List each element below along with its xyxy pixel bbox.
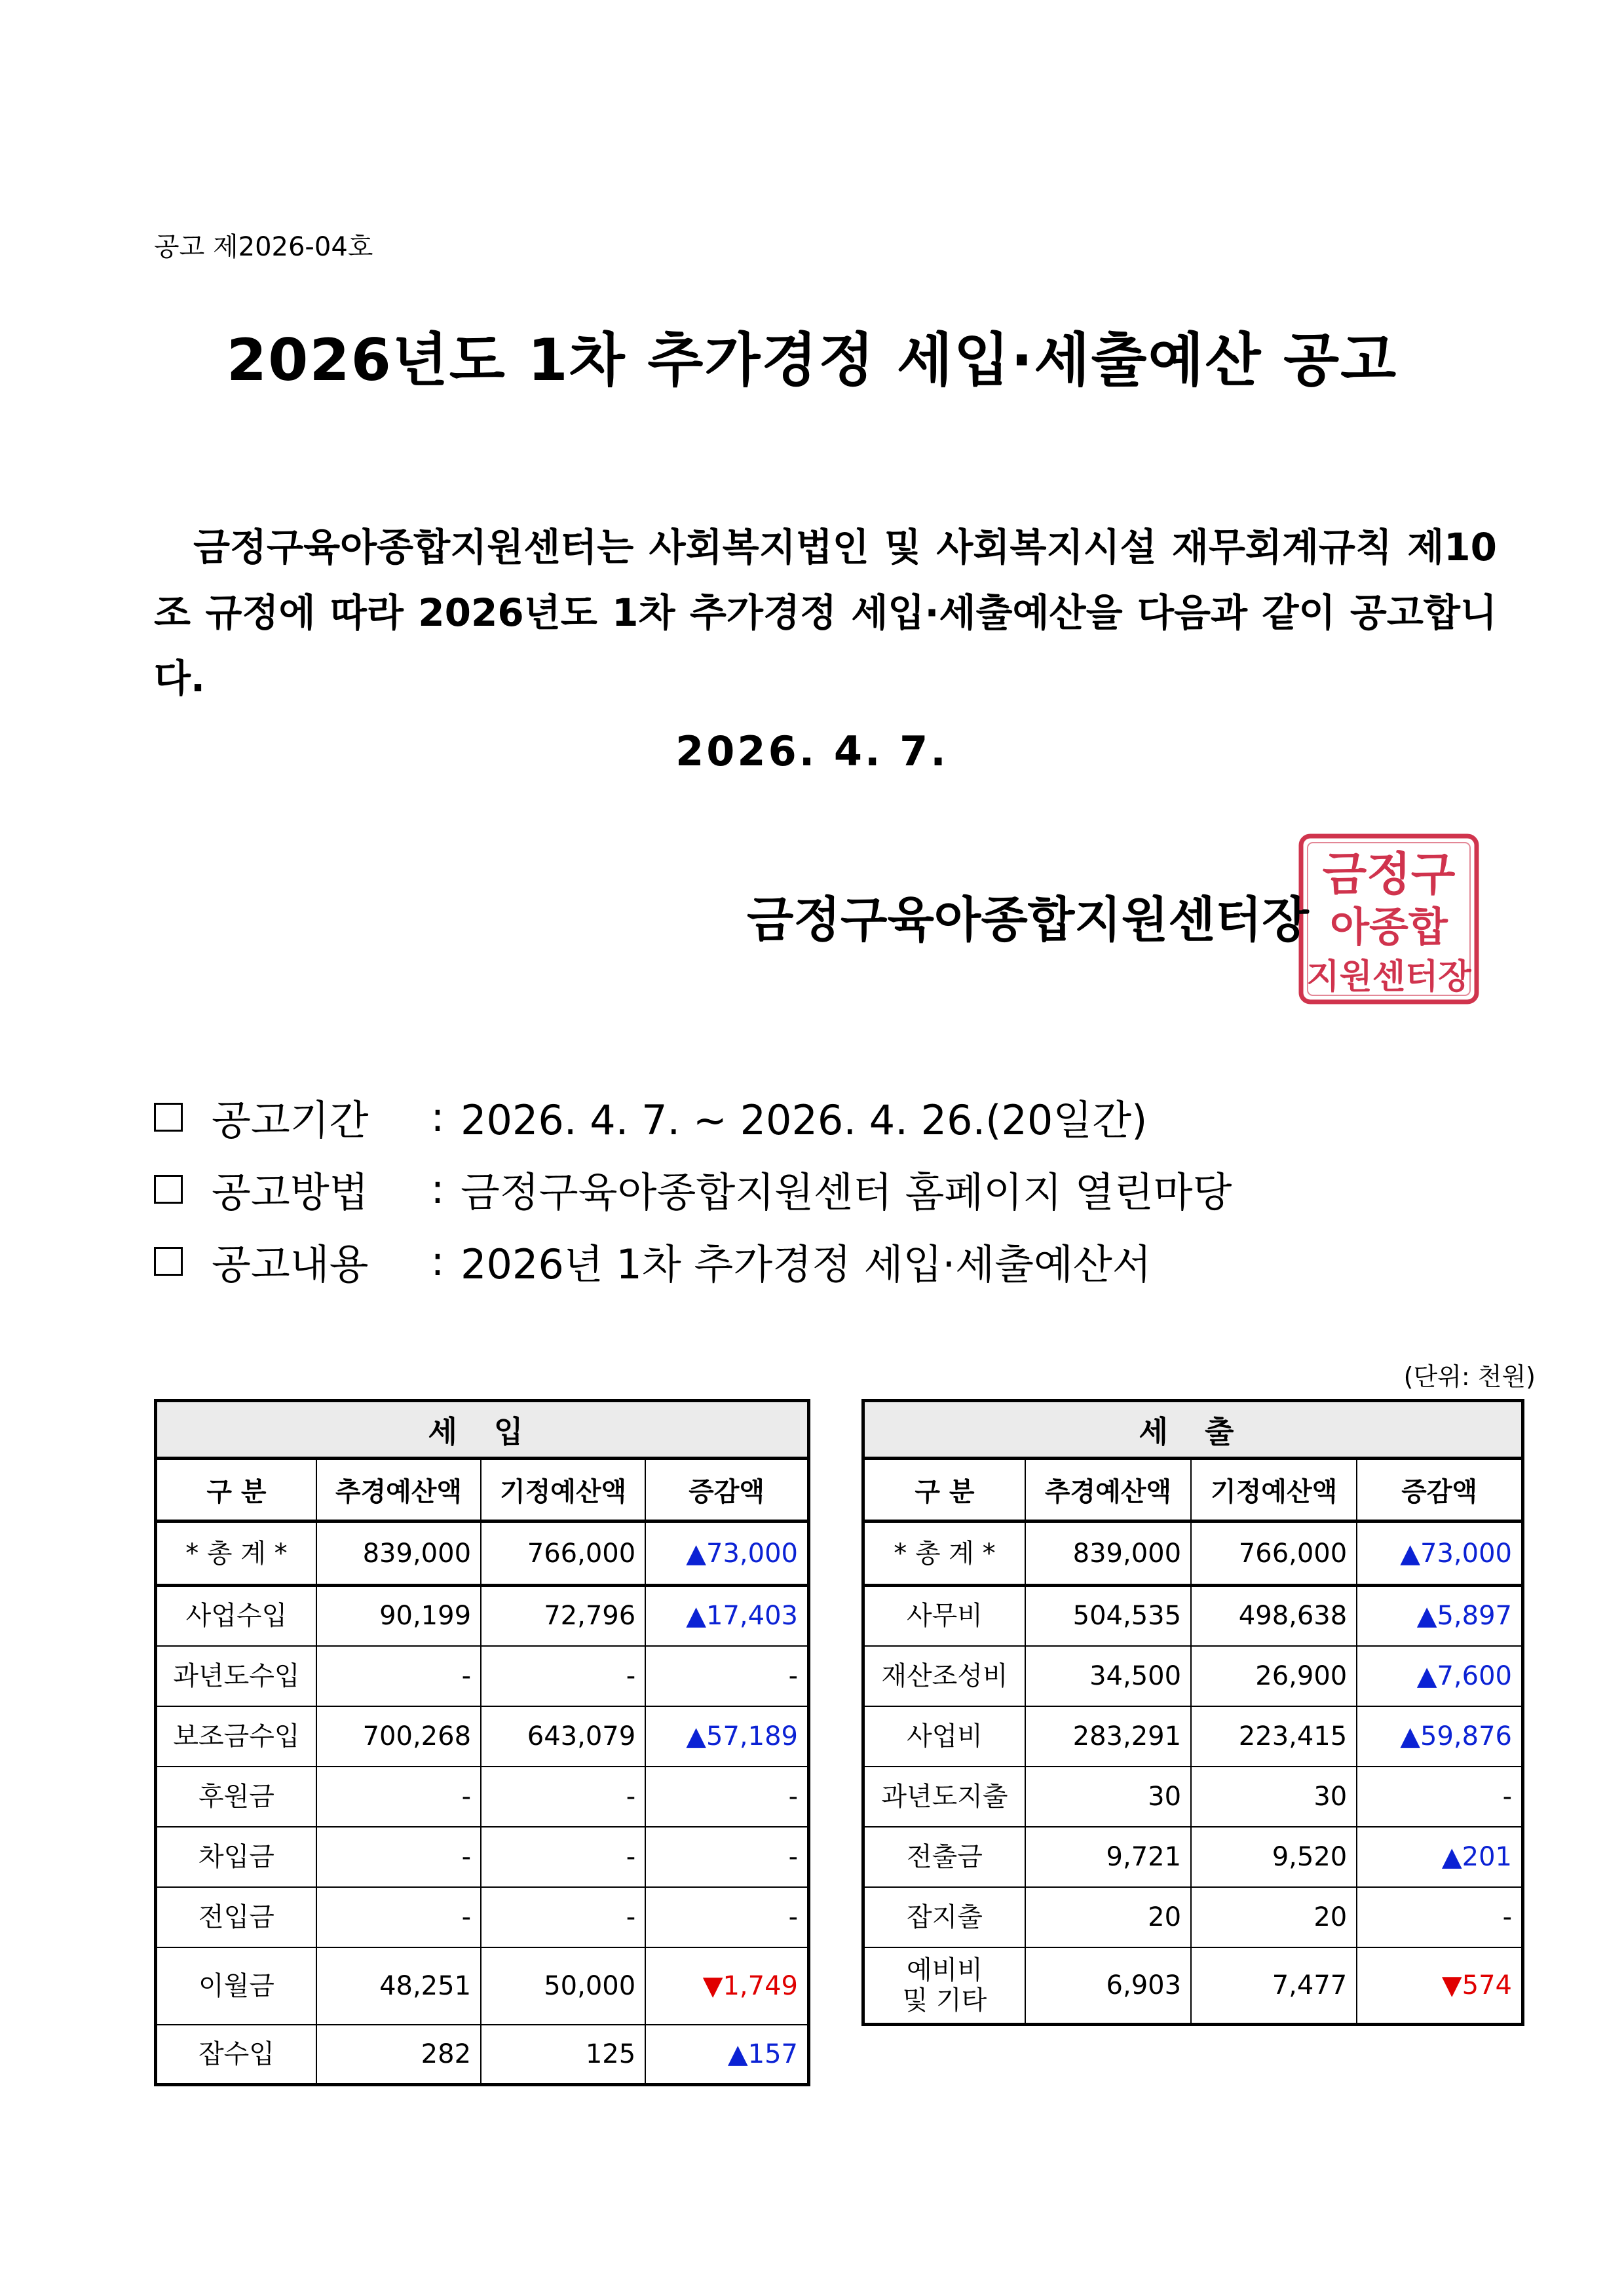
category-cell: 잡지출 — [863, 1887, 1025, 1947]
unit-label: (단위: 천원) — [1403, 1362, 1536, 1391]
table-title: 세 출 — [863, 1401, 1523, 1459]
table-row — [156, 1767, 809, 1827]
table-row — [863, 1646, 1523, 1706]
info-colon: : — [430, 1165, 445, 1213]
table-row — [156, 1827, 809, 1887]
difference-cell: ▼1,749 — [645, 1947, 808, 2025]
table-row — [863, 1767, 1523, 1827]
supplementary-budget-cell: 6,903 — [1025, 1947, 1191, 2025]
supplementary-budget-cell: 48,251 — [316, 1947, 481, 2025]
notice-number: 공고 제2026-04호 — [154, 232, 373, 262]
info-line-method — [154, 1160, 1232, 1218]
table-row — [156, 2025, 809, 2085]
category-cell: * 총 계 * — [156, 1521, 316, 1586]
original-budget-cell: 498,638 — [1191, 1586, 1357, 1646]
table-row — [156, 1706, 809, 1767]
supplementary-budget-cell: 283,291 — [1025, 1706, 1191, 1767]
supplementary-budget-cell: 504,535 — [1025, 1586, 1191, 1646]
difference-cell: ▲157 — [645, 2025, 808, 2085]
original-budget-cell: 125 — [481, 2025, 645, 2085]
info-label: 공고내용 — [212, 1240, 369, 1288]
category-cell: 사업비 — [863, 1706, 1025, 1767]
original-budget-cell: - — [481, 1767, 645, 1827]
table-row — [156, 1586, 809, 1646]
supplementary-budget-cell: - — [316, 1827, 481, 1887]
column-header: 증감액 — [1357, 1459, 1522, 1521]
info-value: 2026년 1차 추가경정 세입·세출예산서 — [461, 1240, 1152, 1288]
difference-cell: - — [645, 1767, 808, 1827]
difference-cell: - — [645, 1887, 808, 1947]
original-budget-cell: 72,796 — [481, 1586, 645, 1646]
info-colon: : — [430, 1093, 445, 1141]
supplementary-budget-cell: 839,000 — [1025, 1521, 1191, 1586]
svg-text:아종합: 아종합 — [1330, 903, 1448, 951]
category-cell: 과년도수입 — [156, 1646, 316, 1706]
svg-text:금정구: 금정구 — [1322, 847, 1456, 901]
supplementary-budget-cell: 9,721 — [1025, 1827, 1191, 1887]
checkbox-square-icon — [154, 1175, 183, 1204]
info-label: 공고방법 — [212, 1168, 369, 1216]
difference-cell: - — [1357, 1767, 1522, 1827]
notice-body-sentence: 금정구육아종합지원센터는 사회복지법인 및 사회복지시설 재무회계규칙 제10조 규정에 따라 2026년도 1차 추가경정 세입·세출예산을 다음과 같이 공고합니다. — [154, 525, 1497, 700]
column-header-row — [156, 1459, 809, 1521]
category-cell: * 총 계 * — [863, 1521, 1025, 1586]
category-cell: 사업수입 — [156, 1586, 316, 1646]
difference-cell: ▲201 — [1357, 1827, 1522, 1887]
column-header: 구 분 — [156, 1459, 316, 1521]
table-row — [156, 1887, 809, 1947]
supplementary-budget-cell: 282 — [316, 2025, 481, 2085]
category-cell: 과년도지출 — [863, 1767, 1025, 1827]
difference-cell: - — [1357, 1887, 1522, 1947]
table-row — [863, 1706, 1523, 1767]
column-header: 추경예산액 — [1025, 1459, 1191, 1521]
difference-cell: ▼574 — [1357, 1947, 1522, 2025]
info-label: 공고기간 — [212, 1096, 369, 1144]
revenue-table-body — [156, 1401, 809, 2085]
supplementary-budget-cell: 34,500 — [1025, 1646, 1191, 1706]
table-row — [156, 1646, 809, 1706]
difference-cell: ▲73,000 — [645, 1521, 808, 1586]
difference-cell: ▲7,600 — [1357, 1646, 1522, 1706]
info-colon: : — [430, 1237, 445, 1285]
info-line-content — [154, 1232, 1152, 1290]
column-header: 기정예산액 — [1191, 1459, 1357, 1521]
original-budget-cell: - — [481, 1646, 645, 1706]
original-budget-cell: 30 — [1191, 1767, 1357, 1827]
checkbox-square-icon — [154, 1247, 183, 1276]
original-budget-cell: 766,000 — [1191, 1521, 1357, 1586]
checkbox-square-icon — [154, 1103, 183, 1132]
column-header-row — [863, 1459, 1523, 1521]
table-row — [863, 1947, 1523, 2025]
signer-name: 금정구육아종합지원센터장 — [747, 892, 1309, 948]
notice-body-text — [154, 514, 1497, 711]
column-header: 증감액 — [645, 1459, 808, 1521]
difference-cell: ▲57,189 — [645, 1706, 808, 1767]
original-budget-cell: 766,000 — [481, 1521, 645, 1586]
category-cell: 사무비 — [863, 1586, 1025, 1646]
difference-cell: ▲73,000 — [1357, 1521, 1522, 1586]
supplementary-budget-cell: 839,000 — [316, 1521, 481, 1586]
category-cell: 잡수입 — [156, 2025, 316, 2085]
difference-cell: ▲17,403 — [645, 1586, 808, 1646]
column-header: 추경예산액 — [316, 1459, 481, 1521]
difference-cell: - — [645, 1646, 808, 1706]
category-cell: 전출금 — [863, 1827, 1025, 1887]
supplementary-budget-cell: - — [316, 1646, 481, 1706]
supplementary-budget-cell: 20 — [1025, 1887, 1191, 1947]
table-title-row — [156, 1401, 809, 1459]
info-value: 2026. 4. 7. ~ 2026. 4. 26.(20일간) — [461, 1096, 1148, 1144]
table-row — [863, 1586, 1523, 1646]
total-row — [863, 1521, 1523, 1586]
table-row — [863, 1827, 1523, 1887]
original-budget-cell: 9,520 — [1191, 1827, 1357, 1887]
revenue-table — [154, 1399, 810, 2086]
category-cell: 예비비 및 기타 — [863, 1947, 1025, 2025]
supplementary-budget-cell: - — [316, 1887, 481, 1947]
table-row — [156, 1947, 809, 2025]
info-value: 금정구육아종합지원센터 홈페이지 열린마당 — [461, 1168, 1232, 1216]
category-cell: 재산조성비 — [863, 1646, 1025, 1706]
category-cell: 차입금 — [156, 1827, 316, 1887]
table-title-row — [863, 1401, 1523, 1459]
original-budget-cell: 20 — [1191, 1887, 1357, 1947]
supplementary-budget-cell: 30 — [1025, 1767, 1191, 1827]
notice-date: 2026. 4. 7. — [675, 727, 949, 775]
supplementary-budget-cell: 700,268 — [316, 1706, 481, 1767]
original-budget-cell: 643,079 — [481, 1706, 645, 1767]
original-budget-cell: 50,000 — [481, 1947, 645, 2025]
category-cell: 보조금수입 — [156, 1706, 316, 1767]
difference-cell: ▲59,876 — [1357, 1706, 1522, 1767]
original-budget-cell: 223,415 — [1191, 1706, 1357, 1767]
svg-text:지원센터장: 지원센터장 — [1306, 957, 1471, 997]
category-cell: 후원금 — [156, 1767, 316, 1827]
original-budget-cell: - — [481, 1887, 645, 1947]
category-cell: 이월금 — [156, 1947, 316, 2025]
category-cell: 전입금 — [156, 1887, 316, 1947]
total-row — [156, 1521, 809, 1586]
original-budget-cell: 7,477 — [1191, 1947, 1357, 2025]
expenditure-table-body — [863, 1401, 1523, 2025]
difference-cell: ▲5,897 — [1357, 1586, 1522, 1646]
table-title: 세 입 — [156, 1401, 809, 1459]
official-seal-stamp — [1297, 832, 1481, 1006]
column-header: 구 분 — [863, 1459, 1025, 1521]
info-line-period — [154, 1088, 1147, 1146]
supplementary-budget-cell: - — [316, 1767, 481, 1827]
table-row — [863, 1887, 1523, 1947]
expenditure-table — [861, 1399, 1524, 2026]
original-budget-cell: - — [481, 1827, 645, 1887]
column-header: 기정예산액 — [481, 1459, 645, 1521]
original-budget-cell: 26,900 — [1191, 1646, 1357, 1706]
difference-cell: - — [645, 1827, 808, 1887]
supplementary-budget-cell: 90,199 — [316, 1586, 481, 1646]
document-title: 2026년도 1차 추가경정 세입·세출예산 공고 — [226, 326, 1398, 394]
